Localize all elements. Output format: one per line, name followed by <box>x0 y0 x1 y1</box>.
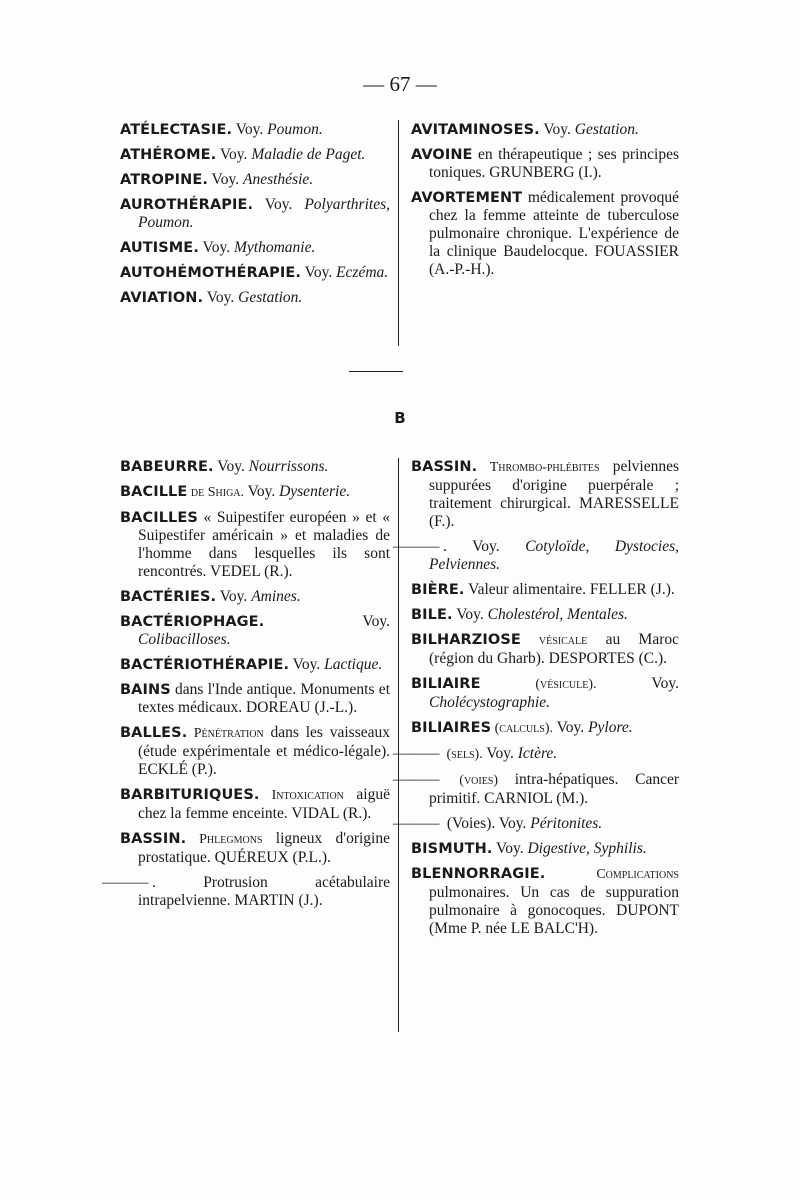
repeat-dash: ——— <box>393 815 440 832</box>
index-entry <box>411 719 679 738</box>
entry-reference: Péritonites. <box>530 815 603 832</box>
entry-text: Voy. <box>203 289 239 306</box>
entry-heading: BABEURRE. <box>120 459 214 475</box>
entry-heading: ATROPINE. <box>120 172 208 188</box>
entry-text: pulmonaires. Un cas de suppuration pulmonaire à gonocoques. DUPONT (Mme P. née LE BALC'H). <box>429 884 679 937</box>
index-entry <box>120 146 390 164</box>
index-entry <box>120 121 390 139</box>
index-entry <box>120 264 390 282</box>
index-entry <box>411 458 679 531</box>
entry-text: Voy. <box>207 171 243 188</box>
entry-text: « Suipestifer européen » et « Suipestifer américain » et maladies de l'homme dans lesquelles ils sont rencontrés. VEDEL (R.). <box>138 509 390 580</box>
index-entry <box>411 606 679 624</box>
index-entry <box>120 196 390 232</box>
entry-heading: BACTÉRIES. <box>120 589 217 605</box>
entry-reference: Ictère. <box>517 745 558 762</box>
section-letter: B <box>394 409 406 427</box>
entry-subheading: Pénétration <box>187 726 264 741</box>
entry-heading: BASSIN. <box>120 831 187 847</box>
top-right-column <box>411 121 679 286</box>
entry-heading: BARBITURIQUES. <box>120 787 260 803</box>
entry-reference: Polyarthrites, Poumon. <box>138 196 390 231</box>
entry-heading: BACTÉRIOPHAGE. <box>120 614 265 630</box>
entry-text: Voy. <box>539 121 575 138</box>
index-entry <box>411 146 679 182</box>
entry-reference: Lactique. <box>324 656 383 673</box>
entry-text: Voy. <box>492 840 528 857</box>
entry-subheading: Thrombo-phlébites <box>477 460 600 475</box>
page-number: — 67 — <box>363 72 437 96</box>
entry-heading: AVIATION. <box>120 290 204 306</box>
entry-text: Voy. <box>253 196 305 213</box>
entry-text: Voy. <box>244 483 280 500</box>
entry-text: au Maroc (région du Gharb). DESPORTES (C.). <box>429 631 679 667</box>
entry-text: (Voies). Voy. <box>443 815 531 832</box>
entry-text: en thérapeutique ; ses principes toniques. GRUNBERG (I.). <box>429 146 679 181</box>
index-entry <box>120 724 390 779</box>
entry-heading: BILIAIRE <box>411 676 481 692</box>
entry-reference: Colibacilloses. <box>138 631 231 648</box>
index-entry <box>120 509 390 581</box>
entry-subheading: Complications <box>545 867 679 882</box>
entry-text: Voy. <box>452 606 488 623</box>
entry-heading: BLENNORRAGIE. <box>411 866 546 882</box>
entry-reference: Mythomanie. <box>233 239 316 256</box>
entry-text: Voy. <box>216 146 252 163</box>
index-entry <box>120 681 390 717</box>
entry-text: Voy. <box>213 458 249 475</box>
entry-text: dans les vaisseaux (étude expérimentale et médico-légale). ECKLÉ (P.). <box>138 724 391 778</box>
entry-heading: BILHARZIOSE <box>411 632 521 648</box>
bottom-left-column <box>102 458 391 917</box>
index-entry <box>102 874 390 910</box>
index-entry <box>120 613 390 649</box>
entry-text: Voy. <box>264 613 390 630</box>
index-entry <box>120 239 390 257</box>
entry-reference: Anesthésie. <box>243 171 314 188</box>
entry-reference: Eczéma. <box>336 264 389 281</box>
entry-text: Voy. <box>301 264 337 281</box>
entry-text: Voy. <box>232 121 268 138</box>
index-entry <box>120 830 390 867</box>
entry-text: . Voy. <box>443 538 526 555</box>
entry-heading: AVOINE <box>411 147 473 163</box>
entry-reference: Cholestérol, Mentales. <box>487 606 628 623</box>
index-entry <box>120 588 390 606</box>
entry-text: Voy. <box>596 675 679 692</box>
entry-reference: Poumon. <box>267 121 323 138</box>
entry-heading: ATÉLECTASIE. <box>120 122 233 138</box>
entry-subheading: de Shiga. <box>187 485 245 500</box>
index-entry <box>411 581 679 599</box>
entry-reference: Amines. <box>251 588 301 605</box>
entry-reference: Pylore. <box>588 719 633 736</box>
index-entry <box>120 289 390 307</box>
repeat-dash: ——— <box>102 874 149 891</box>
entry-heading: BALLES. <box>120 725 188 741</box>
entry-subheading: vésicale <box>520 633 588 648</box>
entry-reference: Maladie de Paget. <box>251 146 366 163</box>
entry-text: dans l'Inde antique. Monuments et textes médicaux. DOREAU (J.-L.). <box>138 681 390 716</box>
entry-text: ligneux d'origine prostatique. QUÉREUX (P.L.). <box>138 830 390 866</box>
entry-subheading: Phlegmons <box>186 832 263 847</box>
index-entry <box>411 675 679 712</box>
index-entry <box>411 840 679 858</box>
entry-text: Voy. <box>553 719 589 736</box>
entry-subheading: (sels). <box>443 747 483 762</box>
entry-subheading: (vésicule). <box>480 677 597 692</box>
entry-heading: BILE. <box>411 607 453 623</box>
entry-text: . Protrusion acétabulaire intrapelvienne. MARTIN (J.). <box>138 874 390 909</box>
index-entry <box>393 815 679 833</box>
entry-heading: BAINS <box>120 682 171 698</box>
entry-text: Valeur alimentaire. FELLER (J.). <box>464 581 675 598</box>
entry-text: intra-hépatiques. Cancer primitif. CARNIOL (M.). <box>429 771 679 807</box>
entry-text: Voy. <box>216 588 252 605</box>
index-entry <box>120 458 390 476</box>
index-entry <box>393 538 679 574</box>
column-divider <box>398 120 399 346</box>
index-entry <box>411 865 679 938</box>
entry-heading: BACTÉRIOTHÉRAPIE. <box>120 657 290 673</box>
entry-heading: AVITAMINOSES. <box>411 122 540 138</box>
entry-text: pelviennes suppurées d'origine puerpérale ; traitement chirurgical. MARESSELLE (F.). <box>429 458 679 530</box>
entry-heading: BIÈRE. <box>411 582 465 598</box>
entry-reference: Digestive, Syphilis. <box>527 840 647 857</box>
entry-text: aiguë chez la femme enceinte. VIDAL (R.). <box>138 786 390 822</box>
entry-reference: Gestation. <box>238 289 303 306</box>
entry-text: Voy. <box>289 656 325 673</box>
entry-heading: AUROTHÉRAPIE. <box>120 197 254 213</box>
repeat-dash: ——— <box>393 538 440 555</box>
index-entry <box>411 121 679 139</box>
index-entry <box>411 189 679 279</box>
entry-reference: Dysenterie. <box>279 483 351 500</box>
entry-text: médicalement provoqué chez la femme atteinte de tuberculose pulmonaire chronique. L'expérience de la clinique Baudelocque. FOUASSIER (A.-P.-H.). <box>429 189 679 278</box>
index-entry <box>120 656 390 674</box>
entry-subheading: Intoxication <box>259 788 344 803</box>
entry-reference: Nourrissons. <box>248 458 329 475</box>
entry-heading: AUTOHÉMOTHÉRAPIE. <box>120 265 302 281</box>
index-entry <box>393 771 679 808</box>
entry-heading: ATHÉROME. <box>120 147 217 163</box>
entry-heading: BACILLES <box>120 510 198 526</box>
entry-subheading: (calculs). <box>491 721 554 736</box>
index-entry <box>393 745 679 764</box>
entry-heading: BISMUTH. <box>411 841 493 857</box>
bottom-right-column <box>393 458 679 945</box>
entry-subheading: (voies) <box>443 773 499 788</box>
index-entry <box>120 171 390 189</box>
repeat-dash: ——— <box>393 745 440 762</box>
index-entry <box>411 631 679 668</box>
section-rule <box>349 371 403 372</box>
entry-heading: BACILLE <box>120 484 188 500</box>
entry-reference: Cotyloïde, Dystocies, Pelviennes. <box>429 538 679 573</box>
entry-heading: BASSIN. <box>411 459 478 475</box>
entry-heading: AUTISME. <box>120 240 199 256</box>
entry-reference: Cholécystographie. <box>429 694 550 711</box>
entry-heading: AVORTEMENT <box>411 190 523 206</box>
repeat-dash: ——— <box>393 771 440 788</box>
index-entry <box>120 786 390 823</box>
top-left-column <box>120 121 390 314</box>
index-entry <box>120 483 390 502</box>
entry-text: Voy. <box>198 239 234 256</box>
entry-reference: Gestation. <box>574 121 639 138</box>
entry-heading: BILIAIRES <box>411 720 492 736</box>
entry-text: Voy. <box>482 745 518 762</box>
